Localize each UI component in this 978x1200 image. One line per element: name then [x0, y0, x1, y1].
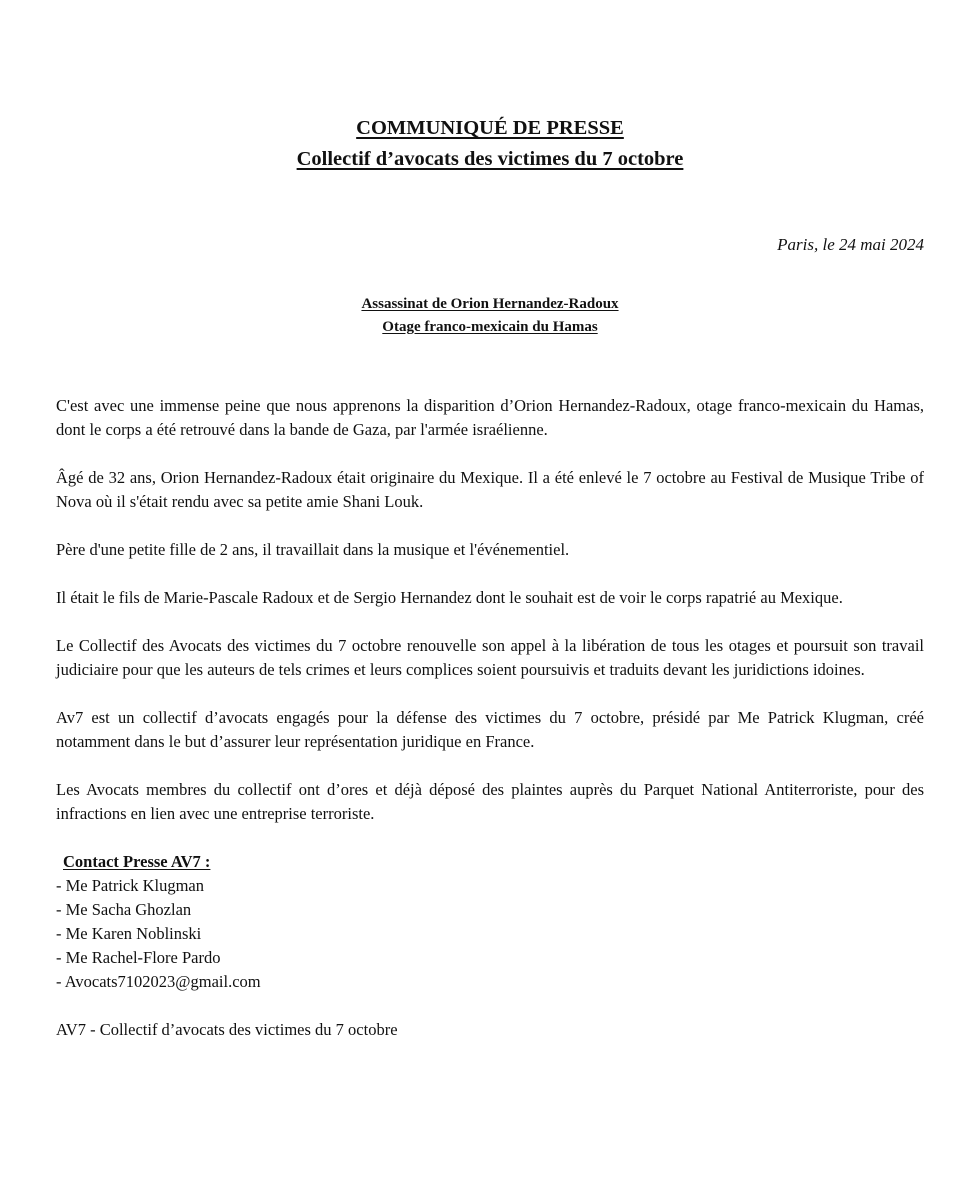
paragraph-parents: Il était le fils de Marie-Pascale Radoux et de Sergio Hernandez dont le souhait est de voir le corps rapatrié au Mexique. — [56, 588, 843, 607]
subject-heading — [56, 293, 924, 339]
contact-item: - Me Patrick Klugman — [56, 876, 205, 895]
paragraph-biography: Âgé de 32 ans, Orion Hernandez-Radoux était originaire du Mexique. Il a été enlevé le 7 octobre au Festival de Musique Tribe of Nova où il s'était rendu avec sa petite amie Shani Louk. — [56, 468, 924, 511]
paragraph-about-av7: Av7 est un collectif d’avocats engagés pour la défense des victimes du 7 octobre, présidé par Me Patrick Klugman, créé notamment dans le but d’assurer leur représentation juridique en France. — [56, 708, 924, 751]
contact-email[interactable]: - Avocats7102023@gmail.com — [56, 972, 261, 991]
subject-line-1: Assassinat de Orion Hernandez-Radoux — [361, 296, 619, 312]
contact-title: Contact Presse AV7 : — [63, 852, 211, 871]
paragraph-appeal: Le Collectif des Avocats des victimes du 7 octobre renouvelle son appel à la libération de tous les otages et poursuit son travail judiciaire pour que les auteurs de tels crimes et leurs complices soient poursuivis et traduits devant les juridictions idoines. — [56, 636, 924, 679]
contact-item: - Me Rachel-Flore Pardo — [56, 948, 221, 967]
contact-item: - Me Sacha Ghozlan — [56, 900, 192, 919]
date-line: Paris, le 24 mai 2024 — [777, 235, 924, 254]
paragraph-family: Père d'une petite fille de 2 ans, il travaillait dans la musique et l'événementiel. — [56, 540, 570, 559]
document-subtitle: Collectif d’avocats des victimes du 7 octobre — [296, 148, 684, 170]
paragraph-complaints: Les Avocats membres du collectif ont d’ores et déjà déposé des plaintes auprès du Parquet National Antiterroriste, pour des infractions en lien avec une entreprise terroriste. — [56, 780, 924, 823]
document-title: COMMUNIQUÉ DE PRESSE — [356, 117, 624, 139]
subject-line-2: Otage franco-mexicain du Hamas — [382, 319, 598, 335]
paragraph-intro: C'est avec une immense peine que nous apprenons la disparition d’Orion Hernandez-Radoux, otage franco-mexicain du Hamas, dont le corps a été retrouvé dans la bande de Gaza, par l'armée israélienne. — [56, 396, 924, 439]
document-heading — [56, 0, 924, 175]
body-text — [56, 394, 924, 1042]
contact-item: - Me Karen Noblinski — [56, 924, 202, 943]
footer-signature: AV7 - Collectif d’avocats des victimes du 7 octobre — [56, 1020, 398, 1039]
contact-list — [56, 874, 924, 994]
